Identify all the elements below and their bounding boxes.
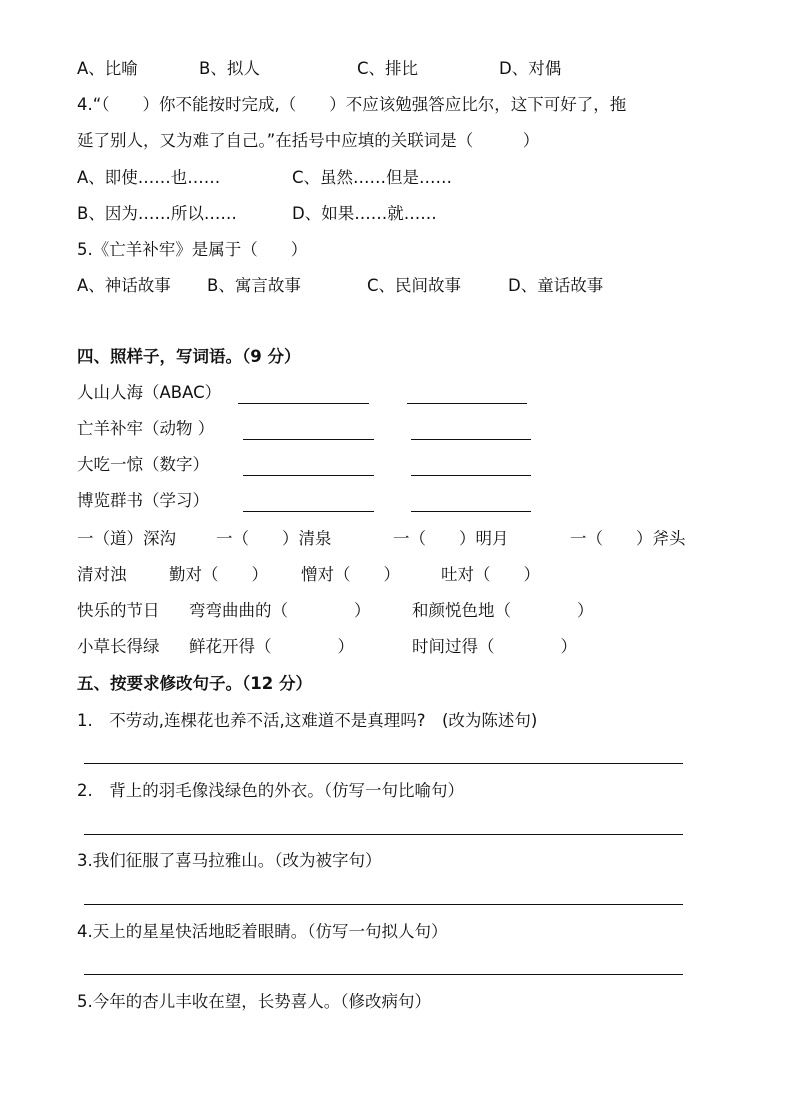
q5-stem: 5.《亡羊补牢》是属于（ ） — [77, 240, 308, 259]
opposite-example: 清对浊 — [77, 565, 127, 584]
answer-blank[interactable] — [407, 403, 527, 404]
q5-option-d: D、童话故事 — [508, 276, 604, 295]
q4-stem-line1: 4.“（ ）你不能按时完成,（ ）不应该勉强答应比尔，这下可好了，拖 — [77, 95, 627, 114]
phrase-item: 时间过得（ ） — [412, 637, 577, 656]
answer-blank[interactable] — [411, 439, 531, 440]
opposite-item: 憎对（ ） — [301, 565, 400, 584]
q3-option-b: B、拟人 — [199, 59, 260, 78]
measure-word-item: 一（ ）斧头 — [570, 529, 686, 548]
q5-option-c: C、民间故事 — [367, 276, 462, 295]
phrase-example: 快乐的节日 — [77, 601, 160, 620]
q4-option-d: D、如果……就…… — [292, 204, 437, 223]
section4-title: 四、照样子，写词语。（9 分） — [77, 347, 301, 366]
answer-blank[interactable] — [243, 475, 374, 476]
sentence-task-5: 5.今年的杏儿丰收在望，长势喜人。（修改病句） — [77, 992, 431, 1011]
answer-blank[interactable] — [238, 403, 369, 404]
phrase-example: 小草长得绿 — [77, 637, 160, 656]
answer-line[interactable] — [84, 904, 683, 905]
q5-option-b: B、寓言故事 — [207, 276, 301, 295]
section4-row-1-label: 人山人海（ABAC） — [77, 383, 222, 402]
answer-blank[interactable] — [411, 475, 531, 476]
section4-row-3-label: 大吃一惊（数字） — [77, 455, 209, 474]
answer-line[interactable] — [84, 763, 683, 764]
answer-blank[interactable] — [411, 511, 531, 512]
phrase-item: 鲜花开得（ ） — [189, 637, 354, 656]
q4-stem-line2: 延了别人，又为难了自己。”在括号中应填的关联词是（ ） — [77, 131, 540, 150]
q3-option-c: C、排比 — [357, 59, 419, 78]
opposite-item: 吐对（ ） — [441, 565, 540, 584]
answer-line[interactable] — [84, 834, 683, 835]
q4-option-b: B、因为……所以…… — [77, 204, 237, 223]
q3-option-d: D、对偶 — [499, 59, 562, 78]
opposite-item: 勤对（ ） — [169, 565, 268, 584]
answer-blank[interactable] — [243, 511, 374, 512]
phrase-item: 和颜悦色地（ ） — [412, 601, 594, 620]
measure-word-example: 一（道）深沟 — [77, 529, 176, 548]
q4-option-c: C、虽然……但是…… — [292, 168, 453, 187]
answer-line[interactable] — [84, 974, 683, 975]
section4-row-4-label: 博览群书（学习） — [77, 491, 209, 510]
measure-word-item: 一（ ）清泉 — [216, 529, 332, 548]
measure-word-item: 一（ ）明月 — [393, 529, 509, 548]
sentence-task-3: 3.我们征服了喜马拉雅山。（改为被字句） — [77, 851, 382, 870]
sentence-task-2: 2. 背上的羽毛像浅绿色的外衣。（仿写一句比喻句） — [77, 781, 464, 800]
sentence-task-4: 4.天上的星星快活地眨着眼睛。（仿写一句拟人句） — [77, 922, 448, 941]
q3-option-a: A、比喻 — [77, 59, 138, 78]
section5-title: 五、按要求修改句子。（12 分） — [77, 674, 312, 693]
answer-blank[interactable] — [243, 439, 374, 440]
sentence-task-1: 1. 不劳动,连棵花也养不活,这难道不是真理吗? (改为陈述句) — [77, 711, 538, 730]
q4-option-a: A、即使……也…… — [77, 168, 221, 187]
section4-row-2-label: 亡羊补牢（动物 ） — [77, 419, 215, 438]
phrase-item: 弯弯曲曲的（ ） — [189, 601, 371, 620]
q5-option-a: A、神话故事 — [77, 276, 171, 295]
